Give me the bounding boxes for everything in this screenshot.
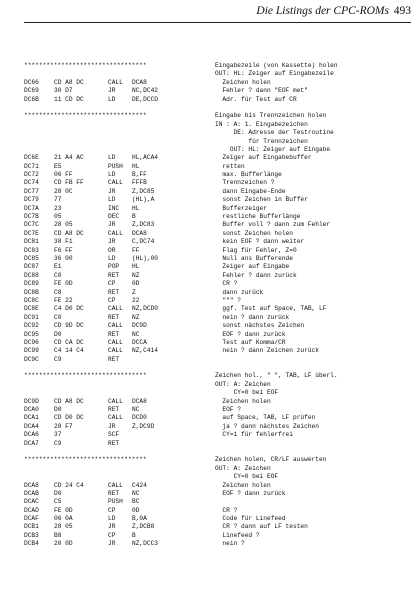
comment: CY=1 für fehlerfrei (215, 431, 293, 439)
opcode-bytes: CD CA DC (54, 338, 84, 346)
comment: Buffer voll ? dann zum Fehler (215, 221, 331, 229)
comment: EOF ? (215, 406, 241, 414)
code-line (24, 96, 414, 104)
opcode-bytes: C0 (54, 271, 62, 279)
comment: sonst Zeichen holen (215, 229, 293, 237)
comment: nein ? (215, 540, 245, 548)
comment: retten (215, 162, 245, 170)
address: DC96 (24, 338, 39, 346)
comment: sonst Zeichen in Buffer (215, 196, 308, 204)
opcode-bytes: D0 (54, 330, 62, 338)
code-line (24, 87, 414, 95)
operand: DCA8 (132, 78, 147, 86)
comment-text: CY=0 bei EOF (215, 473, 279, 481)
code-line (24, 255, 414, 263)
address: DCA1 (24, 414, 39, 422)
operand: HL,ACA4 (132, 154, 158, 162)
comment: sonst nächstes Zeichen (215, 322, 305, 330)
opcode-bytes: 30 D7 (54, 87, 73, 95)
mnemonic: CP (108, 531, 116, 539)
comment: kein EOF ? dann weiter (215, 238, 305, 246)
comment: Trennzeichen ? (215, 179, 275, 187)
mnemonic: CP (108, 296, 116, 304)
mnemonic: PUSH (108, 162, 123, 170)
mnemonic: CP (108, 280, 116, 288)
mnemonic: CALL (108, 179, 123, 187)
opcode-bytes: F6 FF (54, 246, 73, 254)
code-line (24, 247, 414, 255)
address: DC77 (24, 187, 39, 195)
operand: NC,DC42 (132, 87, 158, 95)
opcode-bytes: 28 0C (54, 187, 73, 195)
address: DCA6 (24, 431, 39, 439)
comment: dann zurück (215, 288, 264, 296)
address: DC81 (24, 238, 39, 246)
address: DC71 (24, 162, 39, 170)
address: DC87 (24, 263, 39, 271)
operand: NZ (132, 271, 140, 279)
comment: Zeichen holen (215, 481, 271, 489)
mnemonic: LD (108, 515, 116, 523)
code-line (24, 163, 414, 171)
code-line (24, 482, 414, 490)
operand: B (132, 531, 136, 539)
operand: 0D (132, 280, 140, 288)
comment-text: OUT: HL: Zeiger auf Eingabezeile (215, 70, 334, 78)
comment-line (24, 465, 414, 473)
mnemonic: RET (108, 489, 120, 497)
comment-line (24, 473, 414, 481)
opcode-bytes: C5 (54, 498, 62, 506)
address: DC95 (24, 330, 39, 338)
mnemonic: RET (108, 313, 120, 321)
address: DC79 (24, 196, 39, 204)
operand: NZ,C414 (132, 347, 158, 355)
code-line (24, 490, 414, 498)
address: DCA4 (24, 422, 39, 430)
code-line (24, 423, 414, 431)
code-line (24, 297, 414, 305)
mnemonic: LD (108, 95, 116, 103)
mnemonic: LD (108, 171, 116, 179)
code-line (24, 339, 414, 347)
address: DCAB (24, 489, 39, 497)
operand: FF (132, 246, 140, 254)
address: DCA8 (24, 481, 39, 489)
code-line (24, 314, 414, 322)
address: DC7C (24, 221, 39, 229)
comment: Bufferzeiger (215, 204, 267, 212)
code-line (24, 331, 414, 339)
address: DCB3 (24, 531, 39, 539)
operand: DC9D (132, 322, 147, 330)
section-title: Eingabezeile (von Kassette) holen (215, 62, 338, 69)
mnemonic: SCF (108, 431, 120, 439)
opcode-bytes: CD A8 DC (54, 229, 84, 237)
mnemonic: CALL (108, 78, 123, 86)
code-line (24, 532, 414, 540)
operand: DCCA (132, 338, 147, 346)
operand: Z,DC9D (132, 422, 155, 430)
opcode-bytes: 23 (54, 204, 62, 212)
comment: Null ans Bufferende (215, 254, 293, 262)
comment: Flag für Fehler, Z=0 (215, 246, 297, 254)
code-line (24, 272, 414, 280)
operand: B,FF (132, 171, 147, 179)
comment: Linefeed ? (215, 531, 260, 539)
comment-text: IN : A: 1. Eingabezeichen (215, 120, 308, 128)
comment-line (24, 381, 414, 389)
code-line (24, 238, 414, 246)
operand: Z,DC83 (132, 221, 155, 229)
opcode-bytes: C8 (54, 288, 62, 296)
operand: DCA8 (132, 397, 147, 405)
opcode-bytes: 28 05 (54, 221, 73, 229)
mnemonic: JR (108, 187, 116, 195)
operand: B,0A (132, 515, 147, 523)
address: DCAF (24, 515, 39, 523)
operand: Z (132, 288, 136, 296)
code-line (24, 221, 414, 229)
comment-line (24, 70, 414, 78)
blank-line (24, 448, 414, 456)
opcode-bytes: FE 0D (54, 506, 73, 514)
comment: max. Bufferlänge (215, 171, 282, 179)
comment: dann Eingabe-Ende (215, 187, 286, 195)
comment-text: OUT: A: Zeichen (215, 464, 271, 472)
address: DC8C (24, 296, 39, 304)
address: DCA7 (24, 439, 39, 447)
operand: C,DC74 (132, 238, 155, 246)
mnemonic: OR (108, 246, 116, 254)
comment: CR ? (215, 506, 238, 514)
address: DC8E (24, 305, 39, 313)
operand: NC (132, 489, 140, 497)
code-line (24, 347, 414, 355)
separator-stars: ********************************* (24, 112, 147, 120)
section-header (24, 456, 414, 464)
opcode-bytes: C0 (54, 313, 62, 321)
comment: EOF ? dann zurück (215, 330, 286, 338)
comment: Zeichen holen (215, 78, 271, 86)
address: DCAD (24, 506, 39, 514)
opcode-bytes: E5 (54, 162, 62, 170)
page-header (0, 0, 419, 24)
mnemonic: RET (108, 271, 120, 279)
opcode-bytes: 05 (54, 213, 62, 221)
mnemonic: JR (108, 540, 116, 548)
comment: nein ? dann zurück (215, 313, 290, 321)
comment: Adr. für Test auf CR (215, 95, 297, 103)
address: DC83 (24, 246, 39, 254)
comment: Zeiger auf Eingabe (215, 263, 290, 271)
mnemonic: JR (108, 221, 116, 229)
address: DCB4 (24, 540, 39, 548)
operand: DE,DCCD (132, 95, 158, 103)
mnemonic: CALL (108, 397, 123, 405)
code-line (24, 406, 414, 414)
address: DC91 (24, 313, 39, 321)
address: DC6E (24, 154, 39, 162)
mnemonic: RET (108, 288, 120, 296)
mnemonic: LD (108, 196, 116, 204)
code-line (24, 280, 414, 288)
opcode-bytes: CD D0 DC (54, 414, 84, 422)
code-line (24, 205, 414, 213)
comment: """ ? (215, 296, 241, 304)
comment: auf Space, TAB, LF prüfen (215, 414, 316, 422)
operand: BC (132, 498, 140, 506)
opcode-bytes: CD A8 DC (54, 397, 84, 405)
comment-text: OUT: HL: Zeiger auf Eingabe (215, 145, 331, 153)
comment-line (24, 129, 414, 137)
operand: FFFB (132, 179, 147, 187)
opcode-bytes: FE 0D (54, 280, 73, 288)
opcode-bytes: CD 9D DC (54, 322, 84, 330)
address: DC69 (24, 87, 39, 95)
code-line (24, 507, 414, 515)
mnemonic: JR (108, 523, 116, 531)
opcode-bytes: D0 (54, 489, 62, 497)
code-line (24, 213, 414, 221)
code-line (24, 356, 414, 364)
operand: HL (132, 204, 140, 212)
comment: CR ? dann auf LF testen (215, 523, 308, 531)
mnemonic: CALL (108, 305, 123, 313)
operand: HL (132, 162, 140, 170)
address: DC7E (24, 229, 39, 237)
mnemonic: PUSH (108, 498, 123, 506)
blank-line (24, 104, 414, 112)
address: DC99 (24, 347, 39, 355)
address: DC92 (24, 322, 39, 330)
address: DC88 (24, 271, 39, 279)
mnemonic: CP (108, 506, 116, 514)
comment: Test auf Komma/CR (215, 338, 286, 346)
opcode-bytes: 11 CD DC (54, 95, 84, 103)
opcode-bytes: 37 (54, 431, 62, 439)
operand: NZ (132, 313, 140, 321)
mnemonic: CALL (108, 347, 123, 355)
mnemonic: JR (108, 238, 116, 246)
assembly-listing (24, 62, 414, 549)
opcode-bytes: FE 22 (54, 296, 73, 304)
comment-text: OUT: A: Zeichen (215, 380, 271, 388)
code-line (24, 196, 414, 204)
section-title: Eingabe bis Trennzeichen holen (215, 112, 327, 120)
mnemonic: CALL (108, 481, 123, 489)
mnemonic: RET (108, 439, 120, 447)
comment: CR ? (215, 280, 238, 288)
mnemonic: CALL (108, 414, 123, 422)
operand: (HL),00 (132, 254, 158, 262)
opcode-bytes: C4 14 C4 (54, 347, 84, 355)
operand: 0D (132, 506, 140, 514)
opcode-bytes: 20 0D (54, 540, 73, 548)
code-line (24, 230, 414, 238)
operand: NC (132, 330, 140, 338)
section-header (24, 62, 414, 70)
code-line (24, 79, 414, 87)
separator-stars: ********************************* (24, 456, 147, 464)
mnemonic: RET (108, 330, 120, 338)
mnemonic: RET (108, 406, 120, 414)
code-line (24, 322, 414, 330)
comment: nein ? dann Zeichen zurück (215, 347, 319, 355)
page-number: 493 (393, 5, 411, 17)
opcode-bytes: 38 F1 (54, 238, 73, 246)
operand: (HL),A (132, 196, 155, 204)
mnemonic: DEC (108, 213, 120, 221)
address: DC9C (24, 355, 39, 363)
mnemonic: JR (108, 422, 116, 430)
opcode-bytes: 77 (54, 196, 62, 204)
operand: B (132, 213, 136, 221)
comment-text: für Trennzeichen (215, 137, 308, 145)
section-header (24, 112, 414, 120)
operand: HL (132, 263, 140, 271)
mnemonic: CALL (108, 229, 123, 237)
opcode-bytes: CD 24 C4 (54, 481, 84, 489)
comment-line (24, 146, 414, 154)
code-line (24, 188, 414, 196)
separator-stars: ********************************* (24, 62, 147, 69)
opcode-bytes: CD FB FF (54, 179, 84, 187)
operand: Z,DC85 (132, 187, 155, 195)
address: DC6B (24, 95, 39, 103)
opcode-bytes: 21 A4 AC (54, 154, 84, 162)
opcode-bytes: B8 (54, 531, 62, 539)
address: DC89 (24, 280, 39, 288)
opcode-bytes: 28 05 (54, 523, 73, 531)
mnemonic: CALL (108, 322, 123, 330)
code-line (24, 540, 414, 548)
operand: NZ,DCC3 (132, 540, 158, 548)
address: DC8B (24, 288, 39, 296)
address: DCA0 (24, 406, 39, 414)
address: DC66 (24, 78, 39, 86)
code-line (24, 398, 414, 406)
opcode-bytes: 28 F7 (54, 422, 73, 430)
running-title: Die Listings der CPC-ROMs (256, 5, 389, 17)
opcode-bytes: E1 (54, 263, 62, 271)
opcode-bytes: 06 0A (54, 515, 73, 523)
operand: 22 (132, 296, 140, 304)
operand: Z,DCB8 (132, 523, 155, 531)
opcode-bytes: CD A8 DC (54, 78, 84, 86)
mnemonic: INC (108, 204, 120, 212)
comment: restliche Bufferlänge (215, 213, 301, 221)
comment: Zeiger auf Eingabebuffer (215, 154, 312, 162)
opcode-bytes: C4 D0 DC (54, 305, 84, 313)
comment: Zeichen holen (215, 397, 271, 405)
comment: Fehler ? dann "EOF met" (215, 87, 308, 95)
opcode-bytes: D0 (54, 406, 62, 414)
code-line (24, 440, 414, 448)
address: DC9D (24, 397, 39, 405)
address: DC74 (24, 179, 39, 187)
comment: Fehler ? dann zurück (215, 271, 297, 279)
mnemonic: POP (108, 263, 120, 271)
section-header (24, 372, 414, 380)
blank-line (24, 364, 414, 372)
comment: ggf. Test auf Space, TAB, LF (215, 305, 327, 313)
code-line (24, 515, 414, 523)
address: DCAC (24, 498, 39, 506)
opcode-bytes: C9 (54, 355, 62, 363)
address: DC72 (24, 171, 39, 179)
separator-stars: ********************************* (24, 372, 147, 380)
address: DC7A (24, 204, 39, 212)
section-title: Zeichen hol., " ", TAB, LF überl. (215, 372, 338, 380)
operand: NC (132, 406, 140, 414)
address: DC7B (24, 213, 39, 221)
address: DC85 (24, 254, 39, 262)
code-line (24, 431, 414, 439)
code-line (24, 414, 414, 422)
comment-text: DE: Adresse der Testroutine (215, 129, 334, 137)
comment: ja ? dann nächstes Zeichen (215, 422, 319, 430)
section-title: Zeichen holen, CR/LF auswerten (215, 456, 327, 464)
code-line (24, 305, 414, 313)
mnemonic: RET (108, 355, 120, 363)
operand: C424 (132, 481, 147, 489)
code-line (24, 523, 414, 531)
mnemonic: CALL (108, 338, 123, 346)
comment-line (24, 389, 414, 397)
operand: DCD0 (132, 414, 147, 422)
opcode-bytes: 06 FF (54, 171, 73, 179)
header-rule (24, 22, 411, 23)
address: DCB1 (24, 523, 39, 531)
opcode-bytes: C9 (54, 439, 62, 447)
mnemonic: LD (108, 254, 116, 262)
comment-line (24, 138, 414, 146)
code-line (24, 263, 414, 271)
code-line (24, 171, 414, 179)
comment: EOF ? dann zurück (215, 489, 286, 497)
operand: NZ,DCD0 (132, 305, 158, 313)
comment-text: CY=0 bei EOF (215, 389, 279, 397)
comment-line (24, 121, 414, 129)
mnemonic: JR (108, 87, 116, 95)
code-line (24, 179, 414, 187)
comment: Code für Linefeed (215, 515, 286, 523)
code-line (24, 154, 414, 162)
opcode-bytes: 36 00 (54, 254, 73, 262)
code-line (24, 498, 414, 506)
code-line (24, 289, 414, 297)
mnemonic: LD (108, 154, 116, 162)
operand: DCA8 (132, 229, 147, 237)
